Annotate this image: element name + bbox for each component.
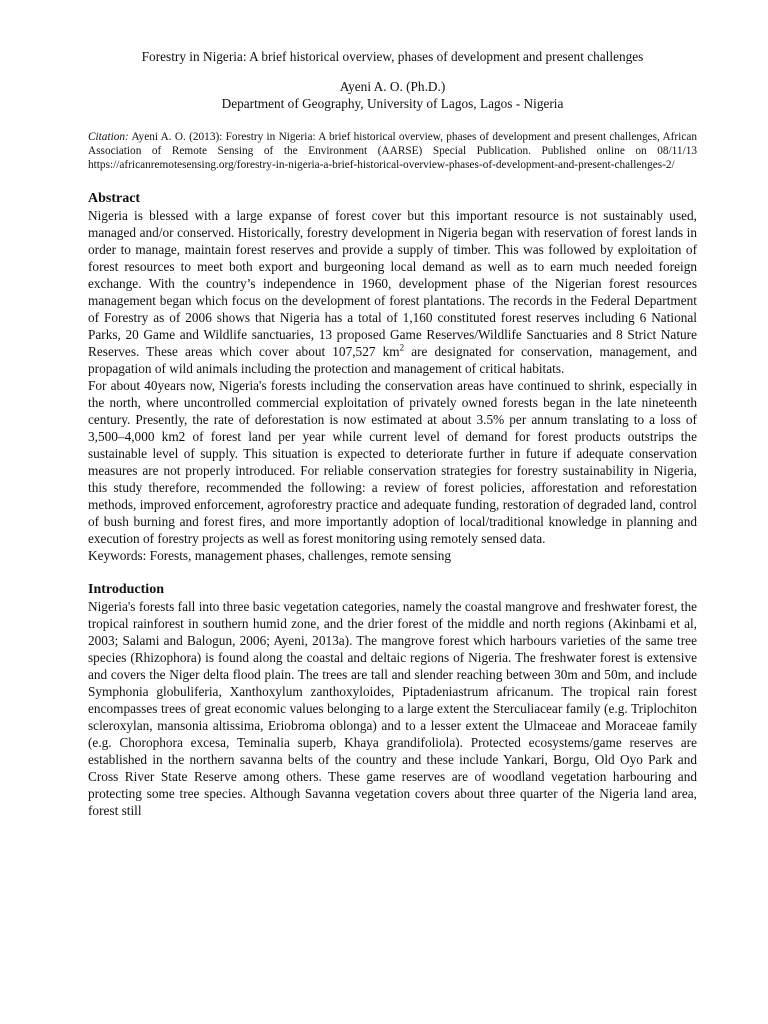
keywords-line: Keywords: Forests, management phases, challenges, remote sensing [88,547,451,563]
paper-title: Forestry in Nigeria: A brief historical overview, phases of development and present challenges [141,49,644,64]
abstract-p1-text-b: are designated for conservation, management, and propagation of wild animals including the protection and management of critical habitats. [88,343,697,376]
citation-text: Ayeni A. O. (2013): Forestry in Nigeria: A brief historical overview, phases of development and present challenges, African Association of Remote Sensing of the Environment (AARSE) Special Publication. Published online on 08/11/13 https://africanremotesensing.org/forestry-in-nigeria-a-brief-historical-overview-phases-of-development-and-present-challenges-2/ [88,131,697,172]
author-affiliation: Department of Geography, University of Lagos, Lagos - Nigeria [221,96,564,111]
citation-label: Citation: [88,131,129,143]
citation-block [88,130,697,173]
abstract-paragraph-2: For about 40years now, Nigeria's forests including the conservation areas have continued to shrink, especially in the north, where uncontrolled commercial exploitation of privately owned forests began in the late nineteenth century. Presently, the rate of deforestation is now estimated at about 3.5% per annum translating to a loss of 3,500–4,000 km2 of forest land per year while current level of demand for forest products outstrips the sustainable level of supply. This situation is expected to deteriorate further in future if adequate conservation measures are not properly introduced. For reliable conservation strategies for forestry sustainability in Nigeria, this study therefore, recommended the following: a review of forest policies, afforestation and reforestation methods, improved enforcement, agroforestry practice and adequate funding, restoration of degraded land, control of bush burning and forest fires, and more importantly adoption of local/traditional knowledge in planning and execution of forestry projects as well as forest monitoring using remotely sensed data. [88,377,697,546]
abstract-paragraph-1 [88,207,697,377]
document-page [88,48,697,819]
abstract-p1-text-a: Nigeria is blessed with a large expanse of forest cover but this important resource is not sustainably used, managed and/or conserved. Historically, forestry development in Nigeria began with reservation of forest lands in order to manage, maintain forest reserves and provide a supply of timber. This was followed by exploitation of forest resources to meet both export and burgeoning local demand as well as to earn much needed foreign exchange. With the country’s independence in 1960, development phase of the Nigerian forest resources management began which focus on the development of forest plantations. The records in the Federal Department of Forestry as of 2006 shows that Nigeria has a total of 1,160 constituted forest reserves including 6 National Parks, 20 Game and Wildlife sanctuaries, 13 proposed Game Reserves/Wildlife Sanctuaries and 8 Strict Nature Reserves. These areas which cover about 107,527 km [88,207,697,359]
introduction-heading: Introduction [88,581,164,597]
abstract-heading: Abstract [88,190,141,206]
superscript-2: 2 [399,342,405,353]
introduction-paragraph-1: Nigeria's forests fall into three basic vegetation categories, namely the coastal mangrove and freshwater forest, the tropical rainforest in southern humid zone, and the drier forest of the middle and north regions (Akinbami et al, 2003; Salami and Balogun, 2006; Ayeni, 2013a). The mangrove forest which harbours varieties of the same tree species (Rhizophora) is found along the coastal and deltaic regions of Nigeria. The freshwater forest is extensive and covers the Niger delta flood plain. The trees are tall and slender reaching between 30m and 50m, and include Symphonia globuliferia, Xanthoxylum zanthoxyloides, Piptadeniastrum africanum. The tropical rain forest encompasses trees of great economic values belonging to a large extent the Sterculiacear family (e.g. Triplochiton scleroxylan, mansonia altissima, Eriobroma oblonga) and to a lesser extent the Ulmaceae and Moraceae family (e.g. Chorophora excesa, Teminalia superb, Khaya grandifoliola). Protected ecosystems/game reserves are established in the northern savanna belts of the country and these include Yankari, Borgu, Old Oyo Park and Cross River State Reserve among others. These game reserves are of woodland vegetation harbouring and protecting some tree species. Although Savanna vegetation covers about three quarter of the Nigeria land area, forest still [88,598,697,818]
author-name: Ayeni A. O. (Ph.D.) [339,79,446,94]
